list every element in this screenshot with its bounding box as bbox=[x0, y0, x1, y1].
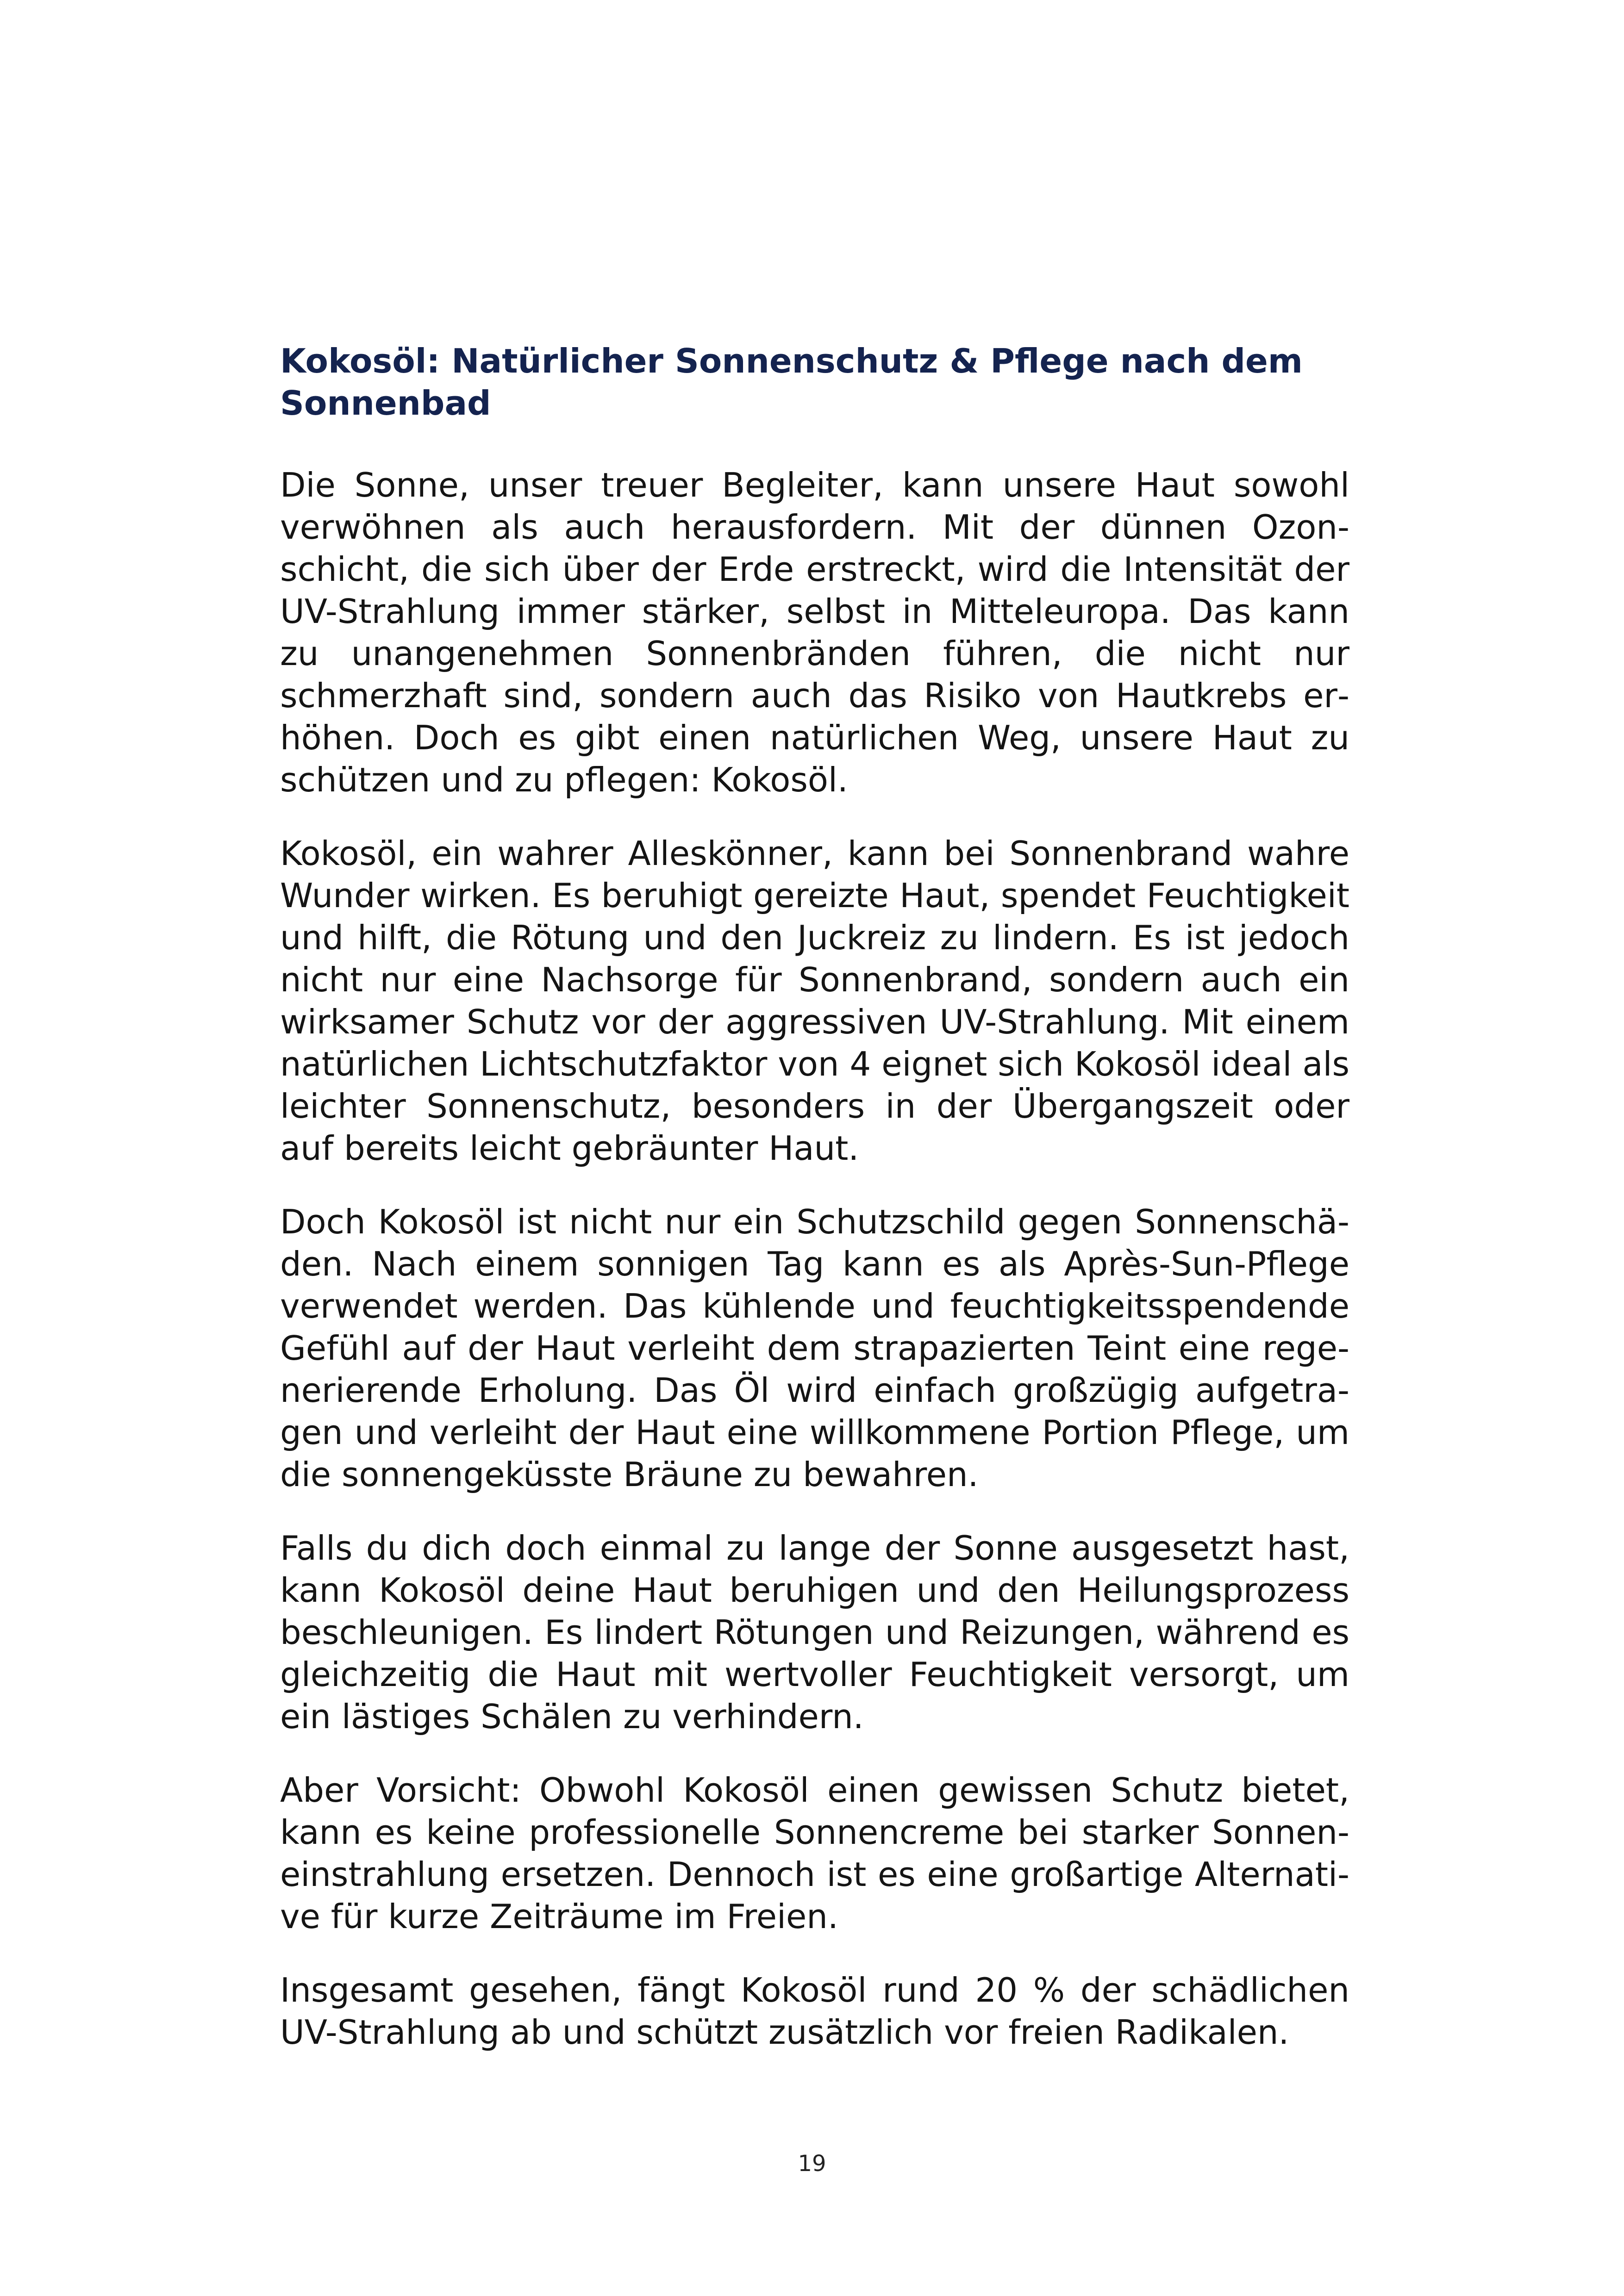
page-number: 19 bbox=[798, 2151, 826, 2177]
body-paragraph: Die Sonne, unser treuer Begleiter, kann unsere Haut sowohl verwöhnen als auch herausfordern. Mit der dünnen Ozonschicht, die sich über der Erde erstreckt, wird die Intensität der UV-Strahlung immer stärker, selbst in Mitteleuropa. Das kann zu unangenehmen Sonnenbränden führen, die nicht nur schmerzhaft sind, sondern auch das Risiko von Hautkrebs erhöhen. Doch es gibt einen natürlichen Weg, unsere Haut zu schützen und zu pflegen: Kokosöl. bbox=[280, 466, 1349, 799]
page-content bbox=[280, 340, 1349, 2053]
body-paragraph: Insgesamt gesehen, fängt Kokosöl rund 20 % der schädlichen UV-Strahlung ab und schützt zusätzlich vor freien Radikalen. bbox=[280, 1971, 1349, 2052]
body-paragraph: Doch Kokosöl ist nicht nur ein Schutzschild gegen Sonnenschäden. Nach einem sonnigen Tag kann es als Après-Sun-Pflege verwendet werden. Das kühlende und feuchtigkeitsspendende Gefühl auf der Haut verleiht dem strapazierten Teint eine regenerierende Erholung. Das Öl wird einfach großzügig aufgetragen und verleiht der Haut eine willkommene Portion Pflege, um die sonnengeküsste Bräune zu bewahren. bbox=[280, 1202, 1349, 1494]
body-paragraph: Aber Vorsicht: Obwohl Kokosöl einen gewissen Schutz bietet, kann es keine professionelle Sonnencreme bei starker Sonneneinstrahlung ersetzen. Dennoch ist es eine großartige Alternative für kurze Zeiträume im Freien. bbox=[280, 1771, 1349, 1936]
page-heading: Kokosöl: Natürlicher Sonnenschutz & Pflege nach dem Sonnenbad bbox=[280, 342, 1303, 423]
body-paragraph: Kokosöl, ein wahrer Alleskönner, kann bei Sonnenbrand wahre Wunder wirken. Es beruhigt gereizte Haut, spendet Feuchtigkeit und hilft, die Rötung und den Juckreiz zu lindern. Es ist jedoch nicht nur eine Nachsorge für Sonnenbrand, sondern auch ein wirksamer Schutz vor der aggressiven UV-Strahlung. Mit einem natürlichen Lichtschutzfaktor von 4 eignet sich Kokosöl ideal als leichter Sonnenschutz, besonders in der Übergangszeit oder auf bereits leicht gebräunter Haut. bbox=[280, 834, 1349, 1168]
body-paragraph: Falls du dich doch einmal zu lange der Sonne ausgesetzt hast, kann Kokosöl deine Haut beruhigen und den Heilungsprozess beschleunigen. Es lindert Rötungen und Reizungen, während es gleichzeitig die Haut mit wertvoller Feuchtigkeit versorgt, um ein lästiges Schälen zu verhindern. bbox=[280, 1529, 1349, 1736]
